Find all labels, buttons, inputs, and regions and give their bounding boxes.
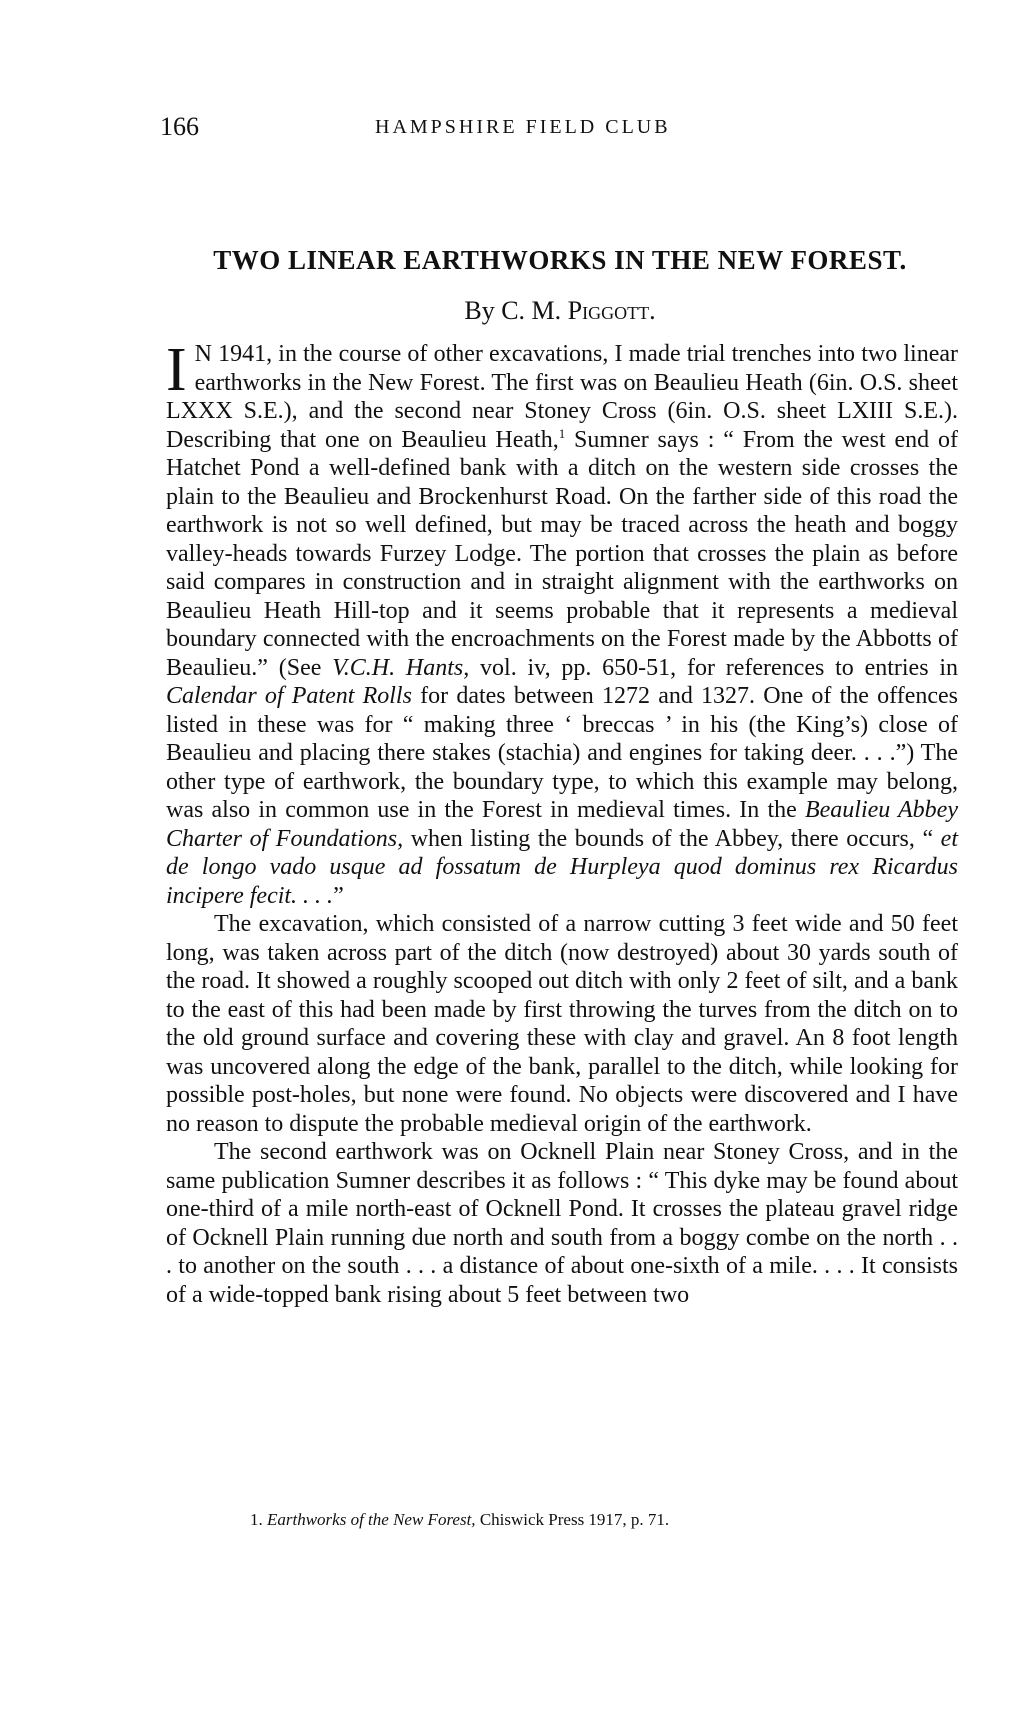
drop-cap: I [166, 336, 187, 404]
p1-text-3: vol. iv, pp. 650-51, for references to entries in [469, 654, 959, 681]
page-number: 166 [160, 112, 199, 141]
page-header [160, 112, 960, 148]
p1-text-6: ” [333, 882, 344, 909]
byline [160, 296, 960, 326]
running-head: HAMPSHIRE FIELD CLUB [375, 116, 671, 138]
footnote-number: 1. [250, 1510, 263, 1529]
citation-patent-rolls: Calendar of Patent Rolls [166, 683, 412, 709]
byline-prefix: By [464, 296, 495, 325]
article-body [166, 336, 959, 1309]
citation-vch: V.C.H. Hants, [332, 654, 470, 681]
p1-text-1: N 1941, in the course of other excavations, I made trial trenches into two linear earthworks in the New Forest. The first was on Beaulieu Heath (6in. O.S. sheet LXXX S.E.), and the second near Stoney Cross (6in. O.S. sheet LXIII S.E.). Describing that one on Beaulieu Heath, [166, 341, 958, 453]
citation-abbey-charter: Beaulieu Abbey Charter of Foundations, [166, 797, 958, 852]
paragraph-2: The excavation, which consisted of a narrow cutting 3 feet wide and 50 feet long, was taken across part of the ditch (now destroyed) about 30 yards south of the road. It showed a roughly scooped out ditch with only 2 feet of silt, and a bank to the east of this had been made by first throwing the turves from the ditch on to the old ground surface and covering these with clay and gravel. An 8 foot length was uncovered along the edge of the bank, parallel to the ditch, while looking for possible post-holes, but none were found. No objects were discovered and I have no reason to dispute the probable medieval origin of the earthwork. [166, 911, 958, 1137]
p1-text-4: for dates between 1272 and 1327. One of the offences listed in these was for “ making three ‘ breccas ’ in his (the King’s) close of Beaulieu and placing there stakes (stachia) and engines for taking deer. . . .”) The other type of earthwork, the boundary type, to which this example may belong, was also in common use in the Forest in medieval times. In the [166, 683, 958, 823]
footnote-reference: 1 [558, 425, 566, 441]
footnote-title: Earthworks of the New Forest, [267, 1510, 476, 1529]
article-title: TWO LINEAR EARTHWORKS IN THE NEW FOREST. [213, 245, 907, 275]
p1-text-2: Sumner says : “ From the west end of Hatchet Pond a well-defined bank with a ditch on the western side crosses the plain to the Beaulieu and Brockenhurst Road. On the farther side of this road the earthwork is not so well defined, but may be traced across the heath and boggy valley-heads towards Furzey Lodge. The portion that crosses the plain as before said compares in construction and in straight alignment with the earthworks on Beaulieu Heath Hill-top and it seems probable that it represents a medieval boundary connected with the encroachments on the Forest made by the Abbotts of Beaulieu.” (See [166, 426, 958, 681]
latin-quote: et de longo vado usque ad fossatum de Hurpleya quod dominus rex Ricardus incipere fecit. . . . [166, 825, 958, 909]
paragraph-1 [166, 336, 959, 910]
footnote [250, 1510, 950, 1530]
author-name: C. M. Piggott. [501, 296, 656, 325]
footnote-text: Chiswick Press 1917, p. 71. [475, 1510, 670, 1529]
p1-text-5: when listing the bounds of the Abbey, there occurs, “ [403, 825, 941, 852]
paragraph-3: The second earthwork was on Ocknell Plain near Stoney Cross, and in the same publication Sumner describes it as follows : “ This dyke may be found about one-third of a mile north-east of Ocknell Pond. It crosses the plateau gravel ridge of Ocknell Plain running due north and south from a boggy combe on the north . . . to another on the south . . . a distance of about one-sixth of a mile. . . . It consists of a wide-topped bank rising about 5 feet between two [166, 1139, 958, 1308]
